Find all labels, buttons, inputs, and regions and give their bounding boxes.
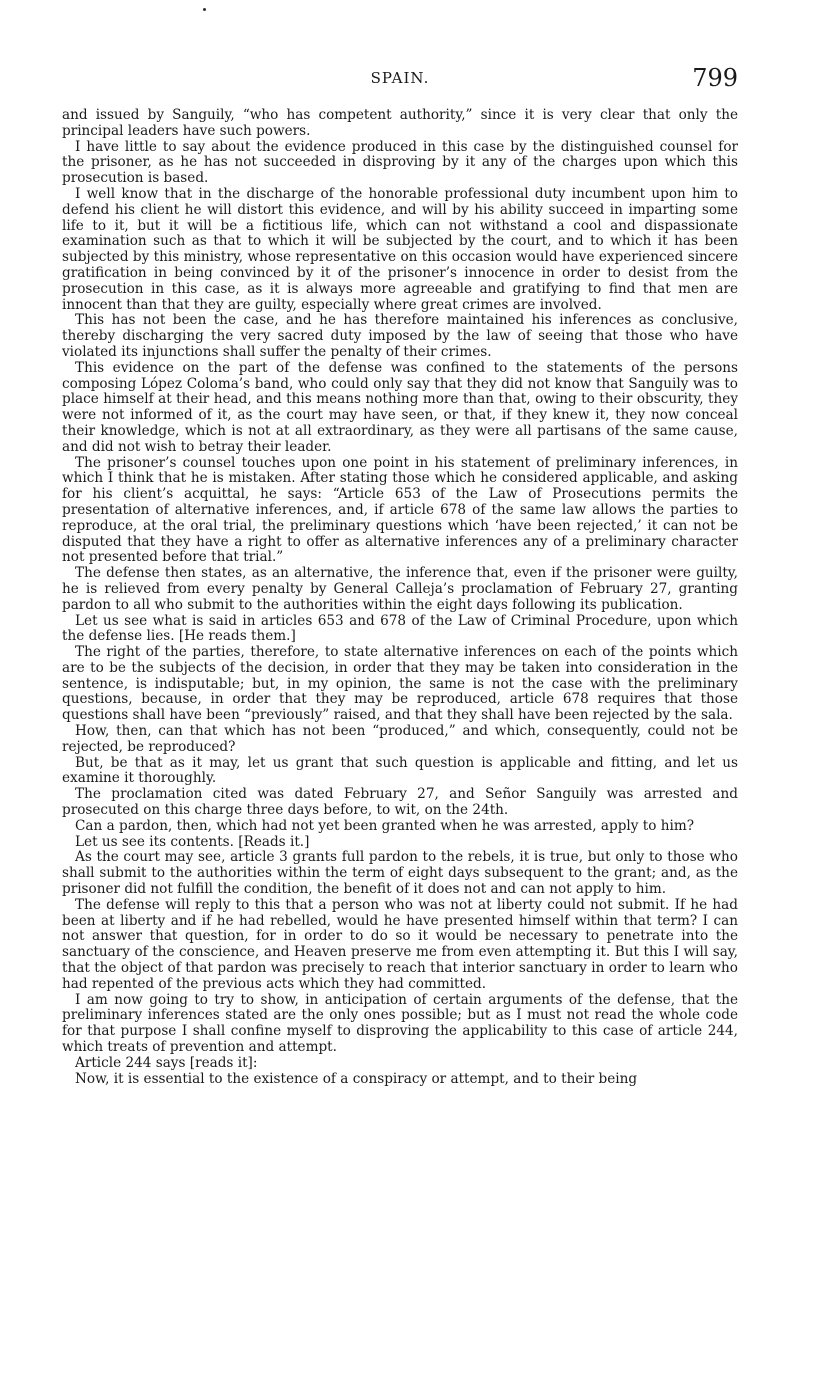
- paragraph: This evidence on the part of the defense was confined to the statements of the persons composing López Coloma’s band, who could only say that they did not know that Sanguily was to place himself at their head, and this means nothing more than that, owing to their obscurity, they were not informed of it, as the court may have seen, or that, if they knew it, they now conceal their knowledge, which is not at all extraordinary, as they were all partisans of the same cause, and did not wish to betray their leader.: [62, 359, 738, 455]
- paragraph: Let us see its contents. [Reads it.]: [75, 833, 310, 850]
- paragraph: As the court may see, article 3 grants full pardon to the rebels, it is true, but only to those who shall submit to the authorities within the term of eight days subsequent to the grant; and, as the prisoner did not fulfill the condition, the benefit of it does not and can not apply to him.: [62, 849, 738, 898]
- page-number: 799: [692, 64, 738, 92]
- paragraph: The defense will reply to this that a person who was not at liberty could not submit. If he had been at liberty and if he had rebelled, would he have presented himself within that term? I can not answer that question, for in order to do so it would be necessary to penetrate into the sanctuary of the conscience, and Heaven preserve me from even attempting it. But this I will say, that the object of that pardon was precisely to reach that interior sanctuary in order to learn who had repented of the previous acts which they had committed.: [62, 896, 738, 992]
- running-head: SPAIN.: [370, 69, 430, 87]
- paragraph: Article 244 says [reads it]:: [75, 1054, 258, 1071]
- body-text: [62, 108, 738, 1087]
- paragraph: I am now going to try to show, in anticipation of certain arguments of the defense, that the preliminary inferences stated are the only ones possible; but as I must not read the whole code for that purpose I shall confine myself to disproving the applicability to this case of article 244, which treats of prevention and attempt.: [62, 991, 738, 1056]
- paragraph: I well know that in the discharge of the honorable professional duty incumbent upon him to defend his client he will distort this evidence, and will by his ability succeed in imparting some life to it, but it will be a fictitious life, which can not withstand a cool and dispassionate examination such as that to which it will be subjected by the court, and to which it has been subjected by this ministry, whose representative on this occasion would have experienced sincere gratification in being convinced by it of the prisoner’s innocence in order to desist from the prosecution in this case, as it is always more agreeable and gratifying to find that men are innocent than that they are guilty, especially where great crimes are involved.: [62, 185, 738, 313]
- paragraph: Let us see what is said in articles 653 and 678 of the Law of Criminal Procedure, upon which the defense lies. [He reads them.]: [62, 612, 738, 645]
- paragraph: The prisoner’s counsel touches upon one point in his statement of preliminary inferences, in which I think that he is mistaken. After stating those which he considered applicable, and asking for his client’s acquittal, he says: “Article 653 of the Law of Prosecutions permits the presentation of alternative inferences, and, if article 678 of the same law allows the parties to reproduce, at the oral trial, the preliminary questions which ‘have been rejected,’ it can not be disputed that they have a right to offer as alternative inferences any of a preliminary character not presented before that trial.”: [62, 454, 738, 566]
- paragraph: But, be that as it may, let us grant that such question is applicable and fitting, and let us examine it thoroughly.: [62, 754, 738, 787]
- paragraph: Now, it is essential to the existence of a conspiracy or attempt, and to their being: [75, 1070, 638, 1087]
- paragraph: The right of the parties, therefore, to state alternative inferences on each of the points which are to be the subjects of the decision, in order that they may be taken into consideration in the sentence, is indisputable; but, in my opinion, the same is not the case with the preliminary questions, because, in order that they may be reproduced, article 678 requires that those questions shall have been “previously” raised, and that they shall have been rejected by the sala.: [62, 644, 738, 724]
- paragraph: The defense then states, as an alternative, the inference that, even if the prisoner were guilty, he is relieved from every penalty by General Calleja’s proclamation of February 27, granting pardon to all who submit to the authorities within the eight days following its publication.: [62, 565, 738, 613]
- page-header: [62, 66, 738, 90]
- paragraph: This has not been the case, and he has therefore maintained his inferences as conclusive, thereby discharging the very sacred duty imposed by the law of seeing that those who have violated its injunctions shall suffer the penalty of their crimes.: [62, 312, 738, 360]
- print-speck: [203, 8, 206, 11]
- paragraph: How, then, can that which has not been “produced,” and which, consequently, could not be rejected, be reproduced?: [62, 723, 738, 755]
- paragraph: and issued by Sanguily, “who has competent authority,” since it is very clear that only the principal leaders have such powers.: [62, 107, 738, 139]
- paragraph: The proclamation cited was dated February 27, and Señor Sanguily was arrested and prosecuted on this charge three days before, to wit, on the 24th.: [62, 786, 738, 819]
- paragraph: Can a pardon, then, which had not yet been granted when he was arrested, apply to him?: [75, 817, 695, 834]
- paragraph: I have little to say about the evidence produced in this case by the distinguished counsel for the prisoner, as he has not succeeded in disproving by it any of the charges upon which this prosecution is based.: [62, 138, 738, 187]
